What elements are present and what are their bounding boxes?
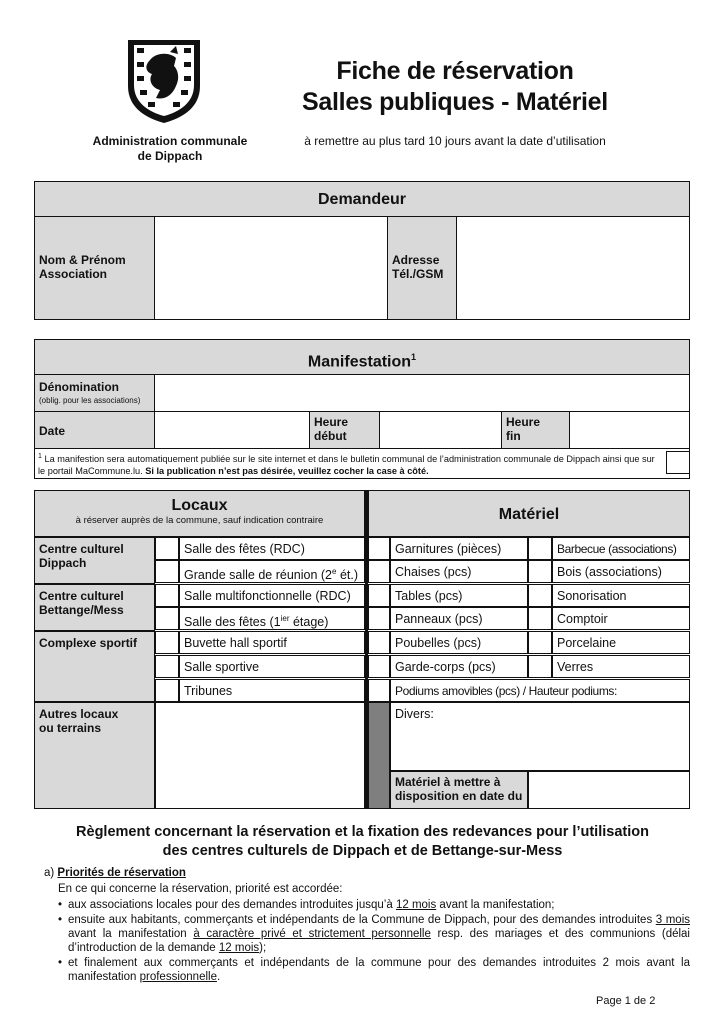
- b1-u: 12 mois: [395, 899, 437, 911]
- qty-tables[interactable]: [368, 584, 390, 607]
- checkbox-salle-sportive[interactable]: [155, 655, 179, 678]
- reglement-title-1: Règlement concernant la réservation et la fixation des redevances pour l’utilisation: [76, 824, 649, 840]
- coat-of-arms-icon: [126, 38, 202, 124]
- locaux-item-2: Salle multifonctionnelle (RDC): [179, 584, 365, 607]
- locaux-item-6: Tribunes: [179, 679, 365, 702]
- materiel-col1-4: Poubelles (pcs): [390, 631, 528, 654]
- group3-label: Complexe sportif: [39, 636, 138, 650]
- materiel-col2-2: Sonorisation: [552, 584, 690, 607]
- group4-label-2: ou terrains: [39, 721, 102, 735]
- dispo-label-2: disposition en date du: [395, 789, 523, 803]
- denomination-input[interactable]: [155, 375, 689, 412]
- checkbox-salle-fetes-bettange[interactable]: [155, 607, 179, 630]
- dispo-label-cell: [390, 771, 528, 809]
- nom-input[interactable]: [155, 217, 388, 319]
- manifestation-header: [35, 340, 689, 375]
- group-cc-dippach: [34, 537, 155, 584]
- divers-dark-strip: [368, 702, 390, 809]
- priorite-item-3: [68, 956, 690, 984]
- checkbox-barbecue[interactable]: [528, 537, 552, 560]
- materiel-col1-1: Chaises (pcs): [390, 560, 528, 583]
- b1-post: avant la manifestation;: [436, 899, 555, 911]
- adresse-input[interactable]: [457, 217, 689, 319]
- title-line-1: Fiche de réservation: [336, 57, 574, 85]
- demandeur-header: Demandeur: [35, 182, 689, 217]
- nom-label: Nom & Prénom: [39, 253, 126, 267]
- demandeur-section: [34, 181, 690, 320]
- locaux-item-3: [179, 607, 365, 630]
- adresse-label-cell: [388, 217, 457, 319]
- adresse-label: Adresse: [392, 253, 440, 267]
- materiel-col1-0: Garnitures (pièces): [390, 537, 528, 560]
- b2-u3: 12 mois: [218, 942, 260, 954]
- materiel-col1-2: Tables (pcs): [390, 584, 528, 607]
- b2-post: );: [259, 942, 267, 954]
- b2-mid2: resp. des mariages et des communions (délai d’introduction de la demande: [68, 928, 690, 954]
- admin-line-1: Administration communale: [92, 134, 248, 148]
- checkbox-buvette[interactable]: [155, 631, 179, 654]
- group-autres-locaux: [34, 702, 155, 809]
- materiel-col2-0: Barbecue (associations): [552, 537, 690, 560]
- heure-fin-input[interactable]: [570, 412, 689, 449]
- b3-pre: et finalement aux commerçants et indépendants de la commune pour des demandes introduites 2 mois avant la manifestation: [68, 957, 690, 983]
- date-label: Date: [39, 424, 66, 438]
- denomination-label: Dénomination: [39, 380, 119, 394]
- locaux-subtitle: à réserver auprès de la commune, sauf indication contraire: [75, 515, 324, 526]
- priorites-heading: [44, 866, 690, 880]
- heure-fin-label-2: fin: [506, 429, 521, 443]
- priorites-prefix: a): [44, 867, 58, 879]
- denomination-label-cell: [35, 375, 155, 412]
- b2-mid: avant la manifestation: [68, 928, 194, 940]
- checkbox-tribunes[interactable]: [155, 679, 179, 702]
- tel-label: Tél./GSM: [392, 267, 444, 281]
- divers-label: Divers:: [395, 707, 434, 721]
- qty-podiums[interactable]: [368, 679, 390, 702]
- checkbox-sonorisation[interactable]: [528, 584, 552, 607]
- materiel-col1-3: Panneaux (pcs): [390, 607, 528, 630]
- qty-poubelles[interactable]: [368, 631, 390, 654]
- heure-fin-label-1: Heure: [506, 415, 541, 429]
- footnote-text: La manifestion sera automatiquement publiée sur le site internet et dans le bulletin communal de l’administration communale de Dippach ainsi que sur le portail MaCommune.lu.: [38, 454, 655, 477]
- checkbox-comptoir[interactable]: [528, 607, 552, 630]
- subtitle: à remettre au plus tard 10 jours avant la date d’utilisation: [304, 134, 606, 148]
- administration-name: [70, 134, 270, 164]
- group2-label-1: Centre culturel: [39, 589, 124, 603]
- autres-locaux-input[interactable]: [155, 702, 365, 809]
- materiel-col1-5: Garde-corps (pcs): [390, 655, 528, 678]
- page-title: [280, 56, 630, 118]
- locaux-title: Locaux: [171, 497, 228, 514]
- group1-label-2: Dippach: [39, 556, 87, 570]
- b2-u1: 3 mois: [655, 914, 690, 926]
- locaux-item-4: Buvette hall sportif: [179, 631, 365, 654]
- priorites-list: [44, 898, 690, 984]
- b3-u: professionnelle: [139, 971, 217, 983]
- publication-opt-out-checkbox[interactable]: [666, 451, 690, 474]
- denomination-note: (oblig. pour les associations): [39, 396, 141, 405]
- group-cc-bettange: [34, 584, 155, 631]
- heure-debut-label-1: Heure: [314, 415, 349, 429]
- manifestation-title: Manifestation: [307, 353, 412, 371]
- item1-text: Grande salle de réunion (2: [184, 568, 333, 583]
- item1-tail: ét.): [336, 568, 359, 583]
- nom-label-cell: [35, 217, 155, 319]
- checkbox-porcelaine[interactable]: [528, 631, 552, 654]
- locaux-item-1: [179, 560, 365, 583]
- b3-post: .: [216, 971, 221, 983]
- divers-input[interactable]: [390, 702, 690, 771]
- b2-pre: ensuite aux habitants, commerçants et indépendants de la Commune de Dippach, pour des demandes introduites: [68, 914, 656, 926]
- date-input[interactable]: [155, 412, 310, 449]
- title-line-2: Salles publiques - Matériel: [302, 88, 608, 116]
- heure-debut-label-cell: [310, 412, 380, 449]
- priorite-item-2: [68, 913, 690, 955]
- heure-debut-label-2: début: [314, 429, 347, 443]
- item1-sup: e: [332, 567, 337, 576]
- materiel-col2-3: Comptoir: [552, 607, 690, 630]
- footnote-marker: 1: [411, 352, 417, 362]
- locaux-header: [34, 490, 365, 537]
- materiel-col2-4: Porcelaine: [552, 631, 690, 654]
- page-number: Page 1 de 2: [596, 995, 656, 1007]
- group2-label-2: Bettange/Mess: [39, 603, 124, 617]
- priorite-item-1: [68, 898, 690, 912]
- checkbox-bois[interactable]: [528, 560, 552, 583]
- reglement-body: [44, 866, 690, 985]
- heure-debut-input[interactable]: [380, 412, 502, 449]
- checkbox-verres[interactable]: [528, 655, 552, 678]
- dispo-label-1: Matériel à mettre à: [395, 775, 501, 789]
- qty-chaises[interactable]: [368, 560, 390, 583]
- manifestation-section: [34, 339, 690, 479]
- date-label-cell: [35, 412, 155, 449]
- locaux-item-0: Salle des fêtes (RDC): [179, 537, 365, 560]
- checkbox-salle-fetes-dippach[interactable]: [155, 537, 179, 560]
- reglement-title-2: des centres culturels de Dippach et de Bettange-sur-Mess: [162, 843, 563, 859]
- footnote-number: 1: [38, 453, 42, 460]
- locaux-item-5: Salle sportive: [179, 655, 365, 678]
- qty-garde-corps[interactable]: [368, 655, 390, 678]
- group-complexe-sportif: [34, 631, 155, 702]
- b1-pre: aux associations locales pour des demandes introduites jusqu’à: [68, 899, 396, 911]
- materiel-col2-5: Verres: [552, 655, 690, 678]
- reglement-title: [30, 823, 695, 861]
- b2-u2: à caractère privé et strictement personnelle: [193, 928, 431, 940]
- materiel-header: Matériel: [368, 490, 690, 537]
- materiel-col2-1: Bois (associations): [552, 560, 690, 583]
- association-label: Association: [39, 267, 108, 281]
- checkbox-salle-multi[interactable]: [155, 584, 179, 607]
- podiums-label: Podiums amovibles (pcs) / Hauteur podiums:: [390, 679, 690, 702]
- publication-footnote: [35, 450, 661, 478]
- priorites-title: Priorités de réservation: [57, 867, 186, 879]
- dispo-date-input[interactable]: [528, 771, 690, 809]
- qty-panneaux[interactable]: [368, 607, 390, 630]
- item3-text: Salle des fêtes (1: [184, 615, 281, 630]
- footnote-bold: Si la publication n’est pas désirée, veuillez cocher la case à côté.: [145, 466, 429, 477]
- checkbox-grande-salle[interactable]: [155, 560, 179, 583]
- qty-garnitures[interactable]: [368, 537, 390, 560]
- item3-sup: ier: [280, 614, 290, 623]
- item3-tail: étage): [289, 615, 329, 630]
- priorites-intro: En ce qui concerne la réservation, priorité est accordée:: [58, 883, 343, 895]
- group4-label-1: Autres locaux: [39, 707, 119, 721]
- group1-label-1: Centre culturel: [39, 542, 124, 556]
- admin-line-2: de Dippach: [137, 149, 203, 163]
- heure-fin-label-cell: [502, 412, 570, 449]
